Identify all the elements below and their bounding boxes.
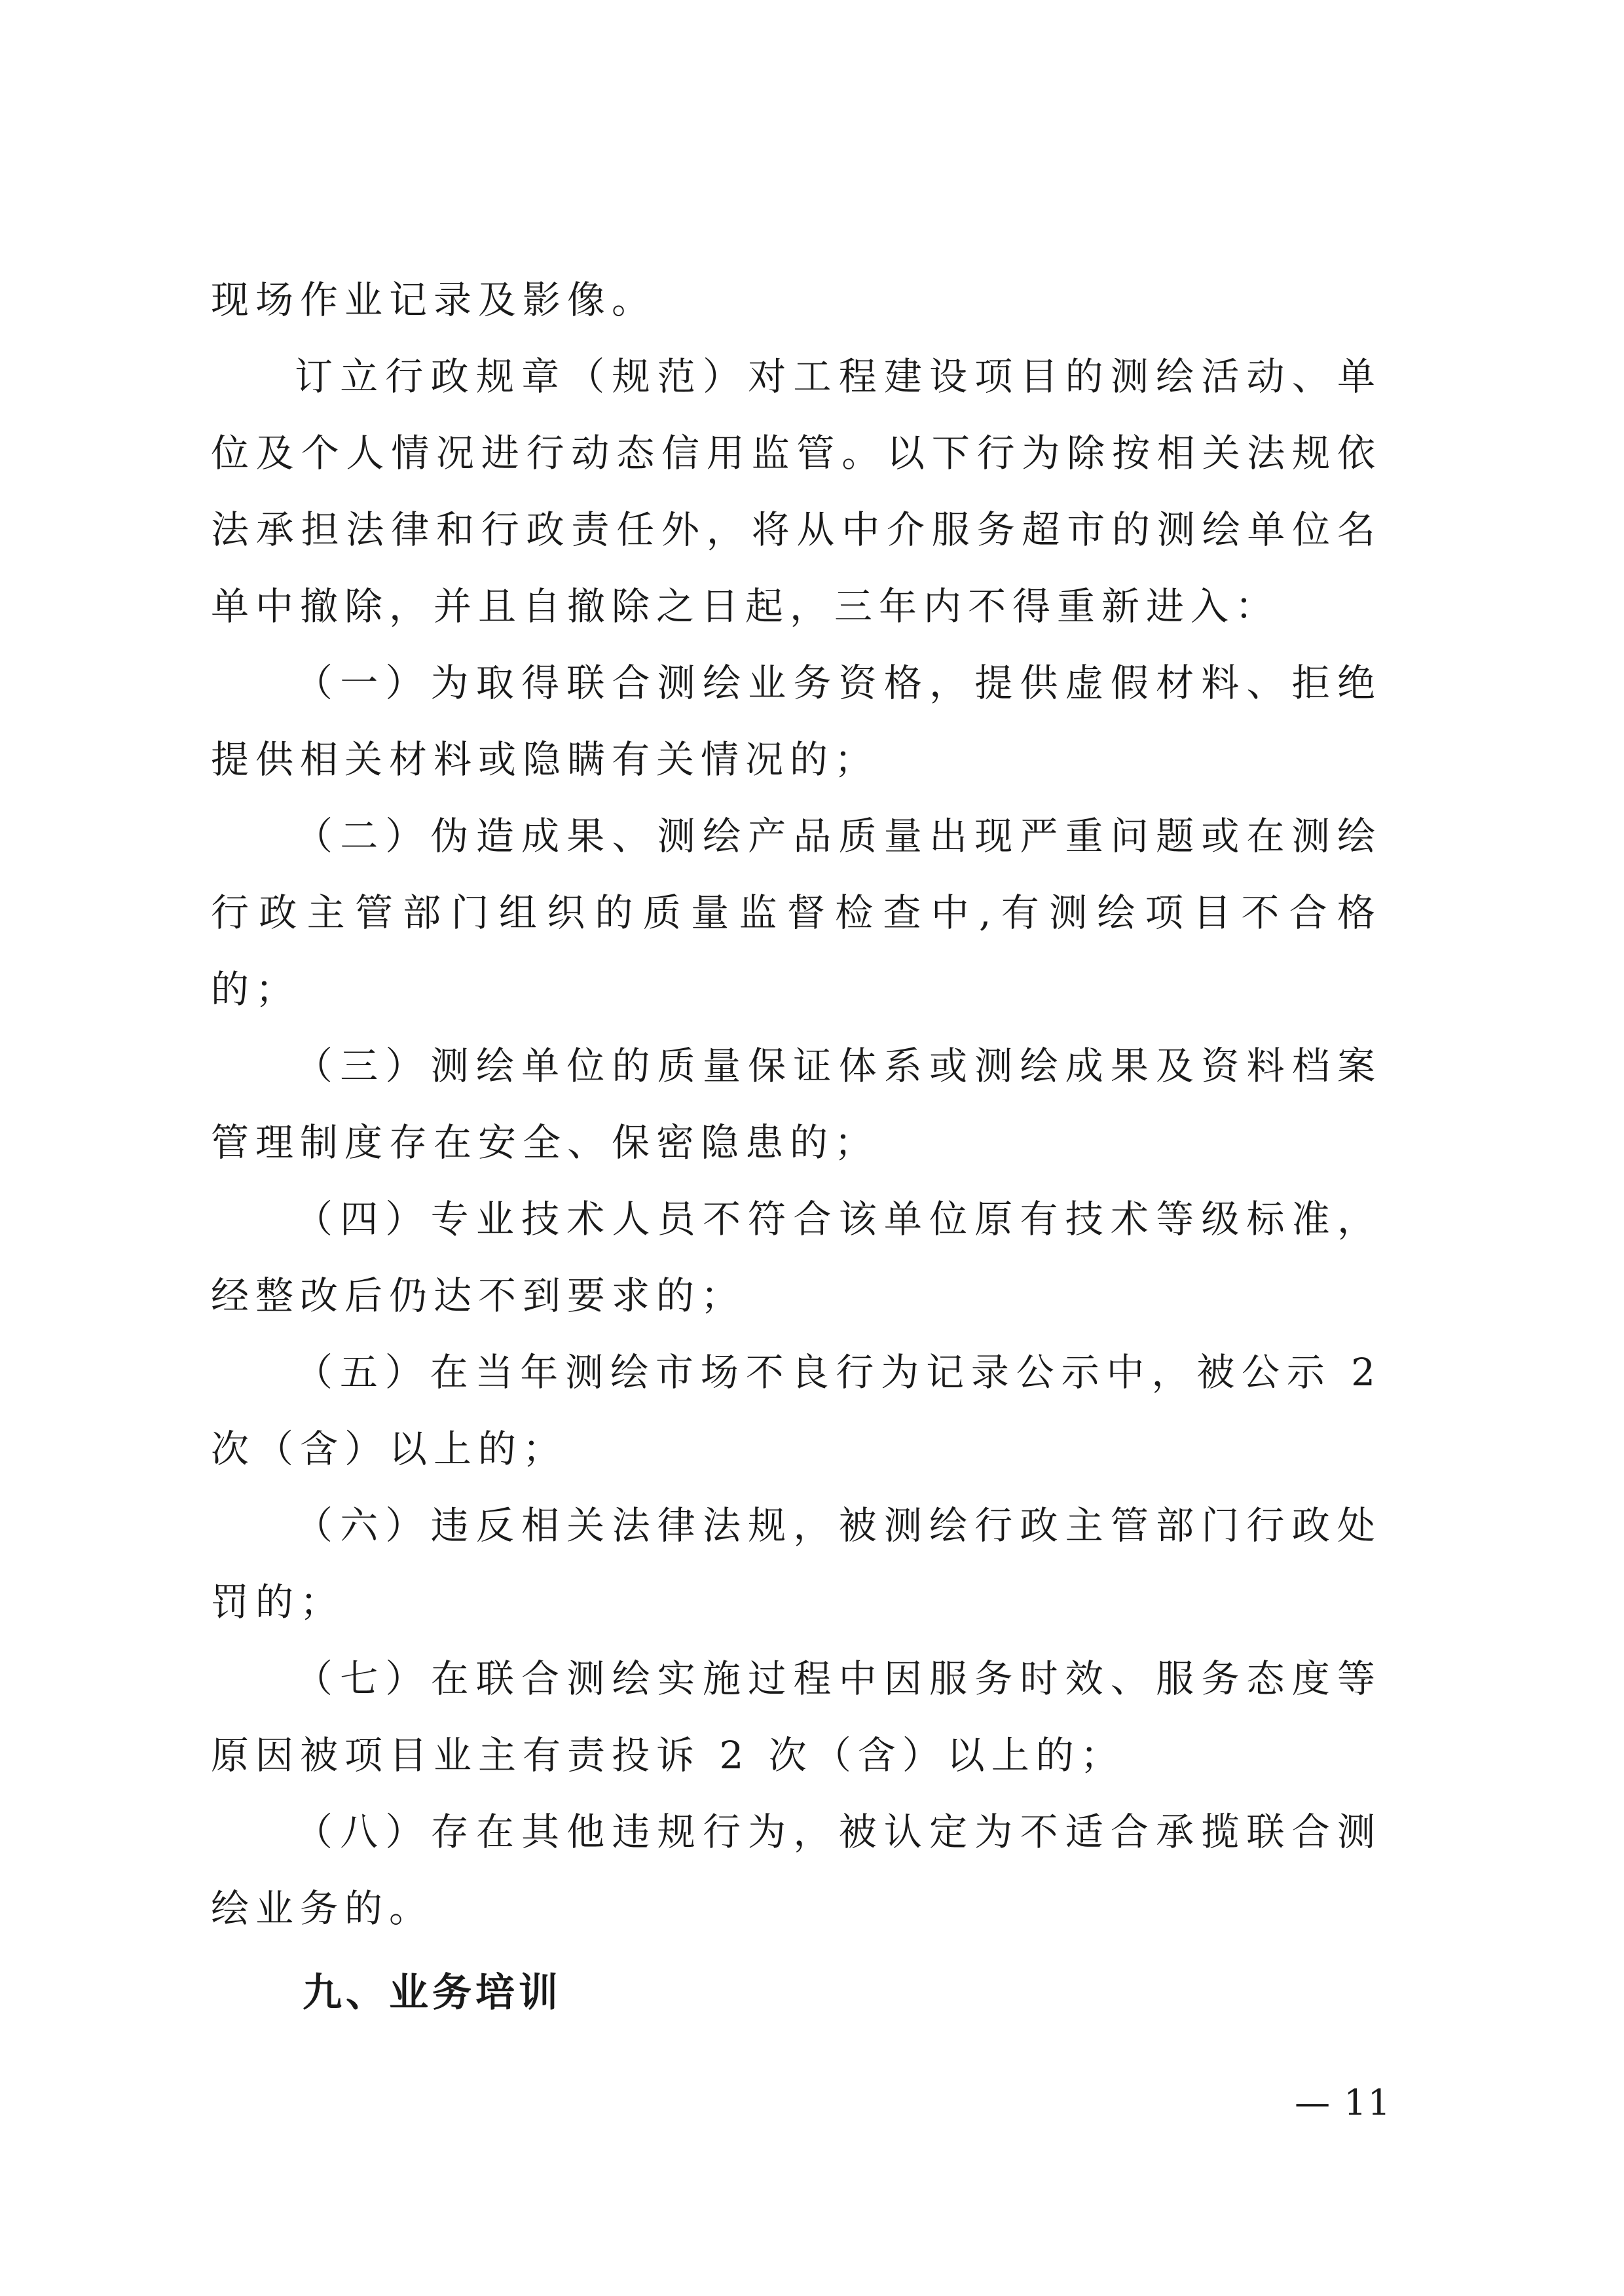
clause-item-8: （八）存在其他违规行为，被认定为不适合承揽联合测绘业务的。 bbox=[211, 1810, 1382, 1931]
clause-item-5: （五）在当年测绘市场不良行为记录公示中，被公示 2 次（含）以上的； bbox=[211, 1350, 1382, 1471]
paragraph-credit-supervision: 订立行政规章（规范）对工程建设项目的测绘活动、单位及个人情况进行动态信用监管。以下行为除按相关法规依法承担法律和行政责任外，将从中介服务超市的测绘单位名单中撤除，并且自撤除之日起，三年内不得重新进入： bbox=[211, 354, 1382, 629]
clause-item-7: （七）在联合测绘实施过程中因服务时效、服务态度等原因被项目业主有责投诉 2 次（含）以上的； bbox=[211, 1656, 1382, 1777]
clause-item-2: （二）伪造成果、测绘产品质量出现严重问题或在测绘行政主管部门组织的质量监督检查中,有测绘项目不合格的； bbox=[211, 814, 1382, 1011]
clause-item-4: （四）专业技术人员不符合该单位原有技术等级标准，经整改后仍达不到要求的； bbox=[211, 1197, 1382, 1318]
section-heading: 九、业务培训 bbox=[303, 1970, 562, 2016]
paragraph-continuation: 现场作业记录及影像。 bbox=[211, 278, 657, 322]
page-number: — 11 bbox=[1295, 2082, 1392, 2123]
document-body bbox=[211, 262, 1382, 2039]
clause-item-6: （六）违反相关法律法规，被测绘行政主管部门行政处罚的； bbox=[211, 1503, 1382, 1624]
clause-item-3: （三）测绘单位的质量保证体系或测绘成果及资料档案管理制度存在安全、保密隐患的； bbox=[211, 1044, 1382, 1165]
clause-item-1: （一）为取得联合测绘业务资格，提供虚假材料、拒绝提供相关材料或隐瞒有关情况的； bbox=[211, 661, 1382, 782]
